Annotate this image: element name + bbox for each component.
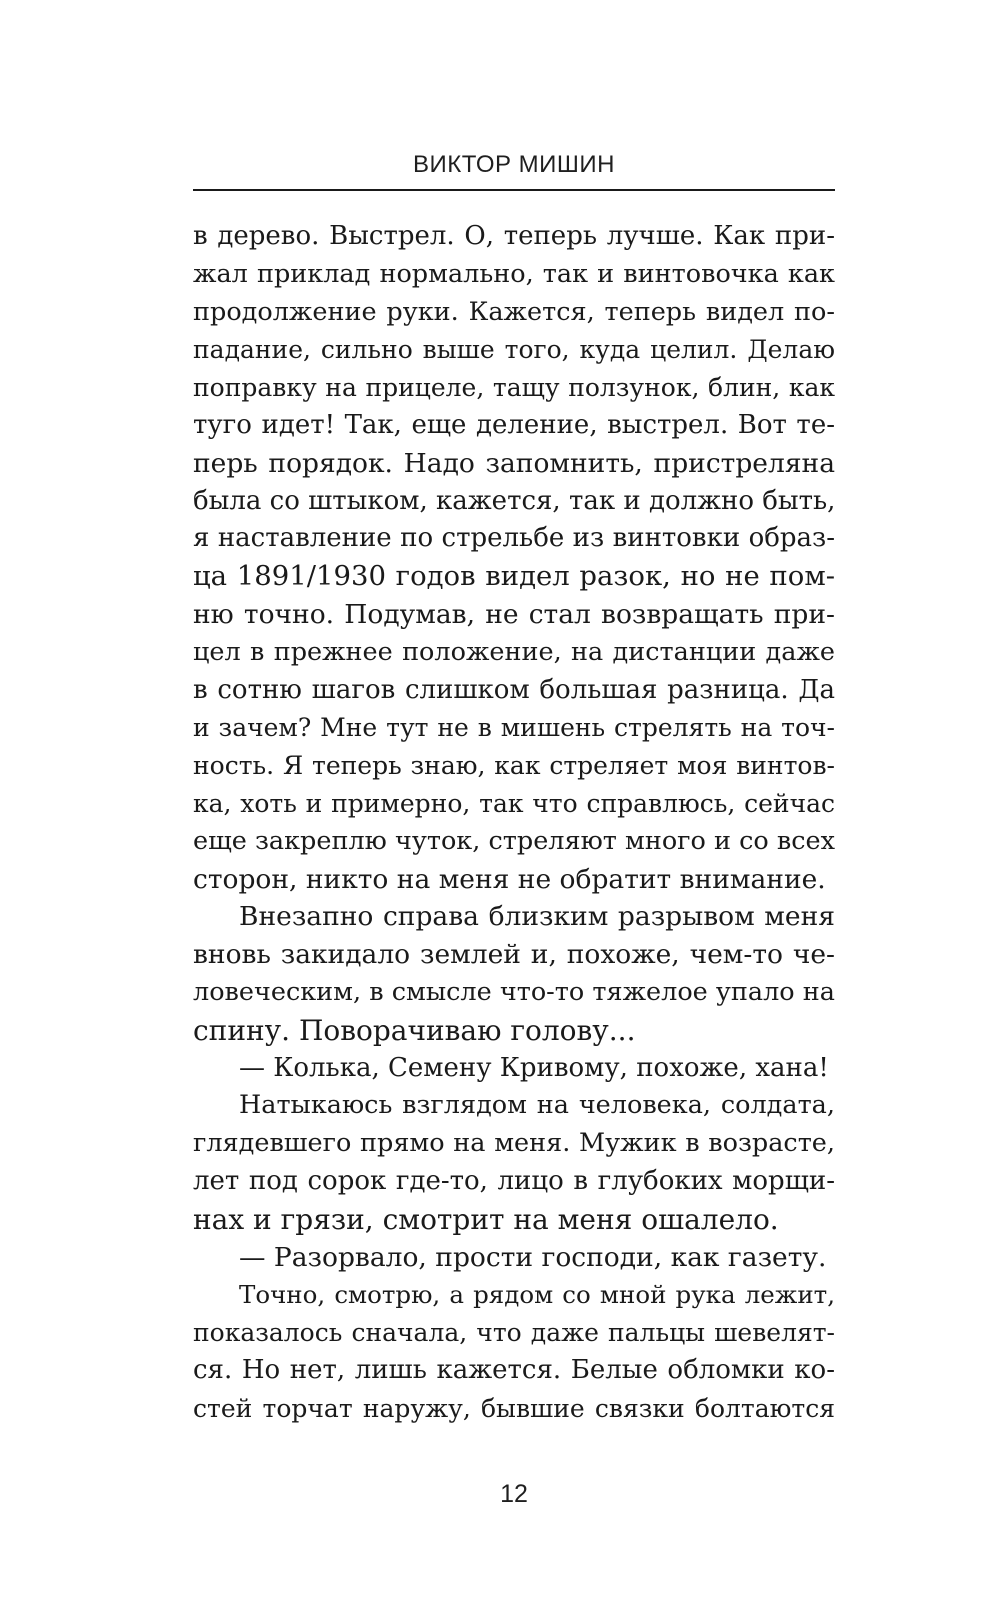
text-line: в дерево. Выстрел. О, теперь лучше. Как при-: [193, 221, 835, 251]
text-line: ся. Но нет, лишь кажется. Белые обломки ко-: [193, 1354, 835, 1385]
text-line: вновь закидало землей и, похоже, чем-то че-: [193, 939, 835, 971]
text-line: и зачем? Мне тут не в мишень стрелять на точ-: [193, 713, 835, 743]
text-line: спину. Поворачиваю голову...: [193, 1013, 636, 1047]
text-line: ка, хоть и примерно, так что справлюсь, сейчас: [193, 788, 835, 818]
body-text: [193, 218, 835, 1428]
text-line: нах и грязи, смотрит на меня ошалело.: [193, 1202, 779, 1236]
text-line: Внезапно справа близким разрывом меня: [239, 901, 835, 933]
text-line: ню точно. Подумав, не стал возвращать при-: [193, 598, 835, 630]
text-line: ность. Я теперь знаю, как стреляет моя винтов-: [193, 751, 835, 781]
text-line: еще закреплю чуток, стреляют много и со всех: [193, 825, 835, 856]
text-line: перь порядок. Надо запомнить, пристреляна: [193, 447, 835, 479]
text-line: цел в прежнее положение, на дистанции даже: [193, 636, 835, 667]
text-line: падание, сильно выше того, куда целил. Делаю: [193, 335, 835, 365]
text-line: в сотню шагов слишком большая разница. Да: [193, 674, 835, 705]
text-line: лет под сорок где-то, лицо в глубоких морщи-: [193, 1165, 835, 1196]
header-rule: [193, 189, 835, 191]
text-line: Точно, смотрю, а рядом со мной рука лежит,: [239, 1280, 835, 1310]
text-line: была со штыком, кажется, так и должно быть,: [193, 485, 836, 516]
text-line: продолжение руки. Кажется, теперь видел по-: [193, 296, 835, 327]
text-line: жал приклад нормально, так и винтовочка как: [193, 258, 835, 289]
text-line: стей торчат наружу, бывшие связки болтаются: [193, 1393, 835, 1423]
dialogue-line: — Колька, Семену Кривому, похоже, хана!: [239, 1052, 829, 1083]
text-line: показалось сначала, что даже пальцы шевелят-: [193, 1318, 835, 1348]
text-line: ца 1891/1930 годов видел разок, но не пом-: [193, 560, 835, 593]
running-head-author: ВИКТОР МИШИН: [413, 151, 615, 178]
page-number: 12: [500, 1480, 528, 1508]
dialogue-line: — Разорвало, прости господи, как газету.: [239, 1241, 827, 1273]
text-line: глядевшего прямо на меня. Мужик в возрасте,: [193, 1128, 835, 1159]
text-line: туго идет! Так, еще деление, выстрел. Вот те-: [193, 409, 835, 440]
text-line: ловеческим, в смысле что-то тяжелое упало на: [193, 976, 835, 1007]
text-line: я наставление по стрельбе из винтовки образ-: [193, 523, 835, 554]
text-line: Натыкаюсь взглядом на человека, солдата,: [239, 1090, 835, 1121]
text-line: сторон, никто на меня не обратит внимание.: [193, 863, 826, 895]
text-line: поправку на прицеле, тащу ползунок, блин, как: [193, 373, 835, 403]
